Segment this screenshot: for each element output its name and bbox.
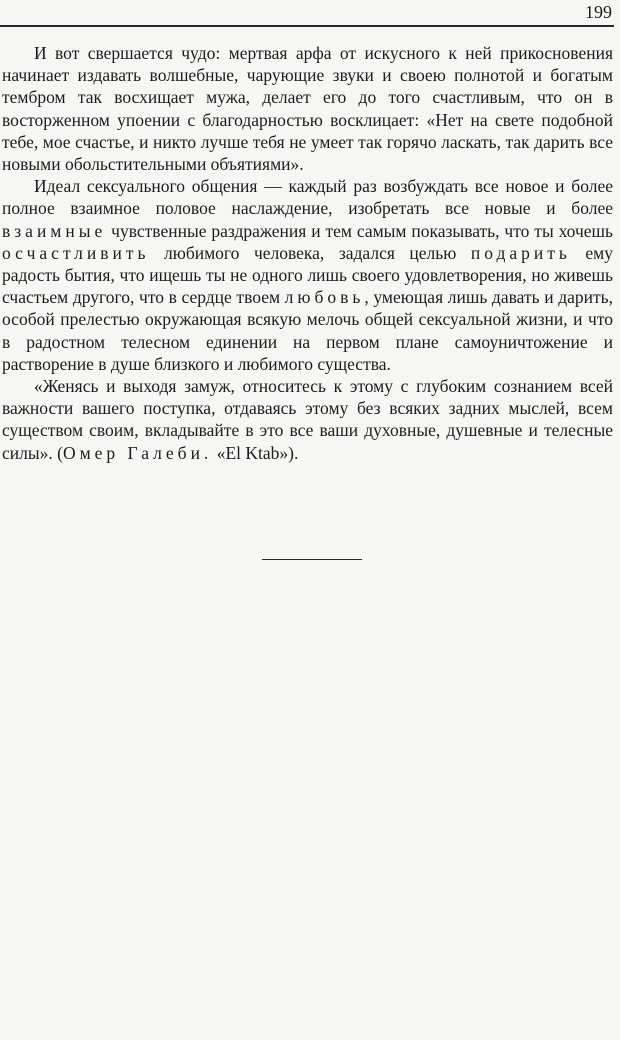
main-text <box>2 42 613 464</box>
paragraph-2-text-2: чувственные раздражения и тем самым показывать, что ты хочешь <box>106 220 613 241</box>
header-rule <box>0 25 614 27</box>
paragraph-2 <box>2 175 613 375</box>
paragraph-1 <box>2 42 613 175</box>
paragraph-2-text-5: , умеющая лишь давать и дарить, особой прелестью окружающая всякую мелочь общей сексуальной жизни, и что в радостном телесном единении на первом плане самоуничтожение и растворение в душе близкого и любимого существа. <box>2 287 613 374</box>
section-end-rule <box>262 559 362 560</box>
paragraph-2-text-1: Идеал сексуального общения — каждый раз возбуждать все новое и более полное взаимное половое наслаждение, изобретать все новые и более <box>2 176 613 219</box>
paragraph-1-text: И вот свершается чудо: мертвая арфа от искусного к ней прикосновения начинает издавать волшебные, чарующие звуки и своею полнотой и богатым тембром так восхищает мужа, делает его до того счастливым, что он в восторженном упоении с благодарностью восклицает: «Нет на свете подобной тебе, мое счастье, и никто лучше тебя не умеет так горячо ласкать, так дарить все новыми обольстительными объятиями». <box>2 43 613 175</box>
paragraph-3-text-2: «El Ktab»). <box>212 442 299 463</box>
spaced-emphasis-lyubov: любовь <box>284 287 365 308</box>
spaced-emphasis-podarit: подарить <box>470 242 571 263</box>
paragraph-2-text-3: любимого человека, задался целью <box>149 242 471 263</box>
spaced-emphasis-oschastlivit: осчастливить <box>2 242 150 263</box>
paragraph-2-text-4: ему радость бытия, что ищешь ты не одного лишь своего удовлетворения, но живешь счастьем другого, что в сердце твоем <box>2 242 614 308</box>
paragraph-3-text-1: «Женясь и выходя замуж, относитесь к этому с глубоким сознанием всей важности вашего поступка, отдаваясь этому без всяких задних мыслей, всем существом своим, вкладывайте в это все ваши духовные, душевные и телесные силы». ( <box>2 376 613 463</box>
spaced-author-name: Омер Галеби. <box>62 442 213 463</box>
paragraph-3 <box>2 375 613 464</box>
page-number: 199 <box>585 2 612 22</box>
spaced-emphasis-vzaimnye: взаимные <box>2 220 107 241</box>
